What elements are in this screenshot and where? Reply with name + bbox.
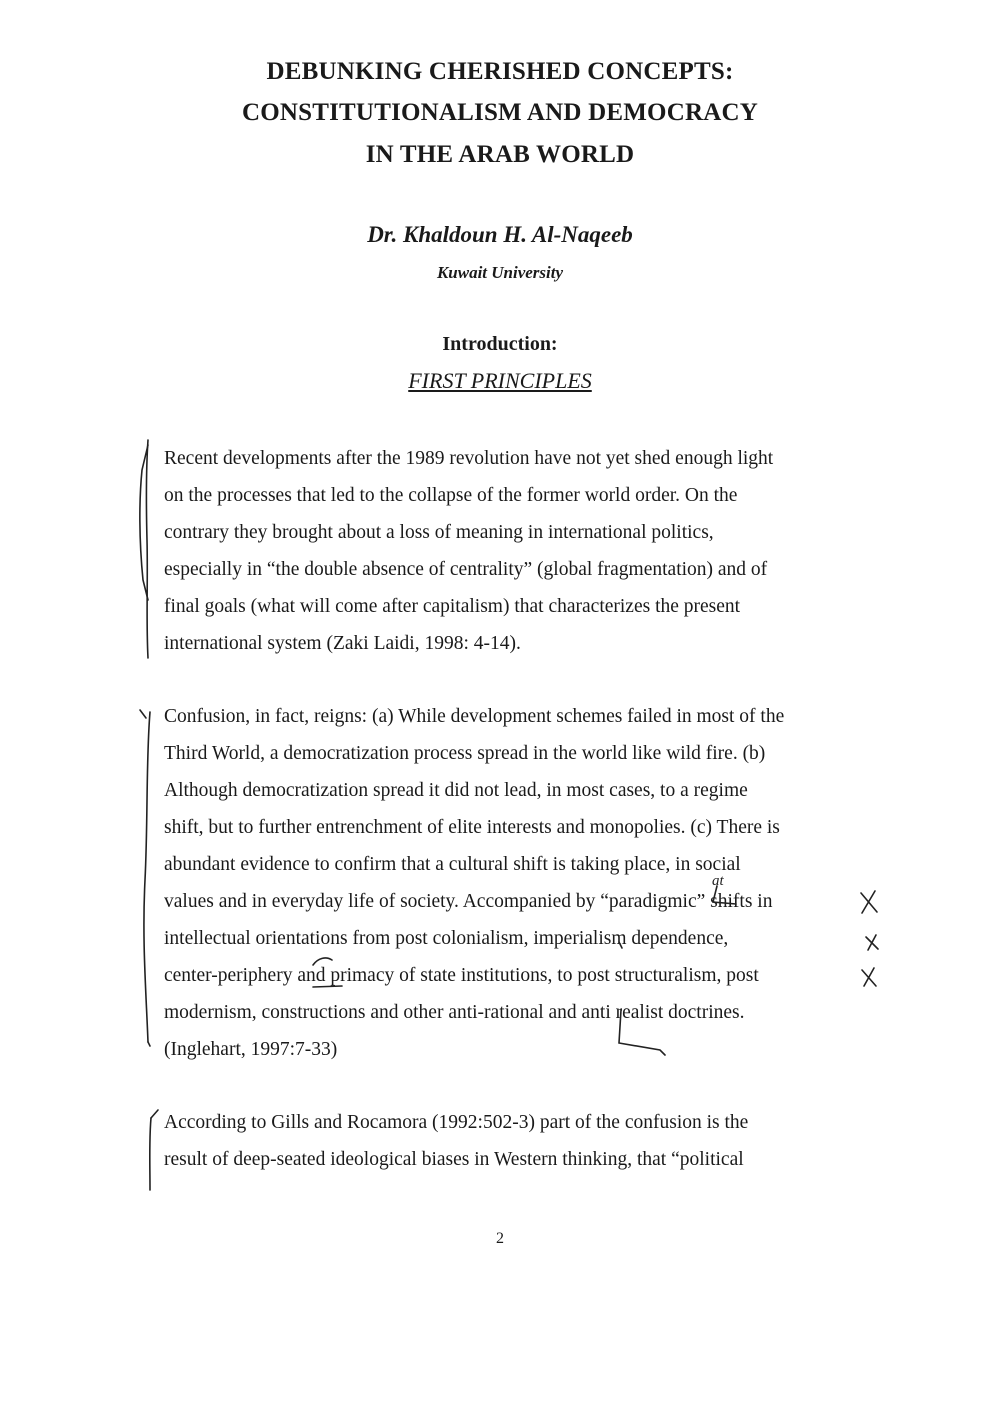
- strike-mark: [313, 958, 332, 965]
- paragraph-line: Confusion, in fact, reigns: (a) While development schemes failed in most of the: [164, 706, 785, 727]
- margin-bracket: [151, 1110, 158, 1118]
- page-number: 2: [496, 1230, 504, 1247]
- paragraph-line: center-periphery and primacy of state institutions, to post structuralism, post: [164, 965, 759, 986]
- author-affiliation: Kuwait University: [436, 263, 564, 282]
- margin-x-mark: [862, 968, 876, 986]
- paragraph-line: contrary they brought about a loss of meaning in international politics,: [164, 522, 714, 543]
- paragraph-line: shift, but to further entrenchment of elite interests and monopolies. (c) There is: [164, 817, 780, 838]
- paragraph-line: especially in “the double absence of centrality” (global fragmentation) and of: [164, 559, 768, 580]
- paragraph-line: intellectual orientations from post colonialism, imperialism dependence,: [164, 928, 729, 949]
- margin-bracket: [148, 1042, 150, 1046]
- title-line-3: IN THE ARAB WORLD: [365, 141, 635, 168]
- section-heading: FIRST PRINCIPLES: [408, 368, 592, 393]
- margin-bracket: [146, 440, 148, 658]
- author-name: Dr. Khaldoun H. Al-Naqeeb: [367, 222, 633, 247]
- insert-caret: [619, 942, 622, 948]
- paragraph-line: values and in everyday life of society. Accompanied by “paradigmic” shifts in: [164, 891, 773, 912]
- paragraph-line: Although democratization spread it did not lead, in most cases, to a regime: [164, 780, 748, 801]
- paragraph-line: modernism, constructions and other anti-rational and anti realist doctrines.: [164, 1002, 745, 1023]
- margin-bracket: [144, 712, 150, 1042]
- paragraph-line: (Inglehart, 1997:7-33): [164, 1039, 338, 1060]
- paragraph-line: international system (Zaki Laidi, 1998: 4-14).: [164, 633, 521, 654]
- margin-x-mark: [866, 935, 878, 950]
- margin-bracket: [140, 710, 146, 718]
- margin-x-mark: [861, 891, 877, 913]
- paragraph-line: Recent developments after the 1989 revolution have not yet shed enough light: [164, 448, 774, 469]
- section-label: Introduction:: [442, 333, 558, 355]
- paragraph-line: abundant evidence to confirm that a cultural shift is taking place, in social: [164, 854, 741, 875]
- insert-text-at: at: [712, 873, 724, 889]
- title-line-2: CONSTITUTIONALISM AND DEMOCRACY: [242, 99, 758, 126]
- margin-bracket: [150, 1118, 151, 1190]
- strike-mark: [313, 986, 342, 987]
- insert-caret: [619, 1010, 665, 1055]
- paragraph-line: final goals (what will come after capitalism) that characterizes the present: [164, 596, 741, 617]
- paragraph-line: Third World, a democratization process spread in the world like wild fire. (b): [164, 743, 766, 764]
- title-line-1: DEBUNKING CHERISHED CONCEPTS:: [266, 58, 734, 85]
- paragraph-line: According to Gills and Rocamora (1992:502-3) part of the confusion is the: [164, 1112, 749, 1133]
- paragraph-line: on the processes that led to the collapse of the former world order. On the: [164, 485, 738, 506]
- paragraph-line: result of deep-seated ideological biases in Western thinking, that “political: [164, 1149, 744, 1170]
